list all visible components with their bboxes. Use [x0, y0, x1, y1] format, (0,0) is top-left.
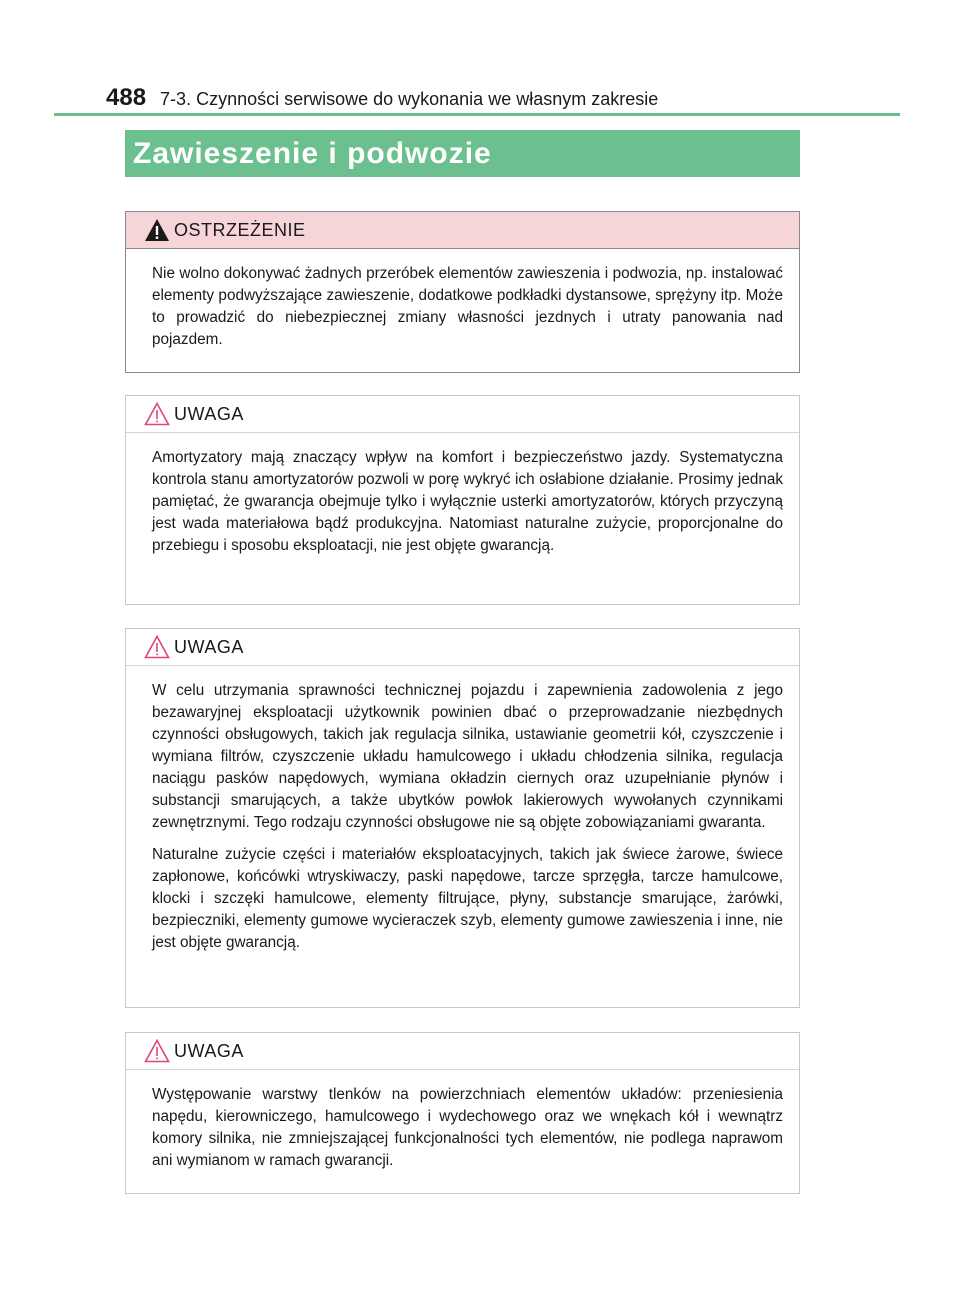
notice-label: UWAGA [174, 403, 244, 424]
warning-triangle-icon [144, 218, 170, 242]
notice-header [126, 629, 799, 666]
caution-triangle-icon [144, 1039, 170, 1063]
notice-label: UWAGA [174, 1040, 244, 1061]
warning-label: OSTRZEŻENIE [174, 219, 306, 240]
notice-label: UWAGA [174, 636, 244, 657]
warning-header [126, 212, 799, 249]
notice-body [126, 666, 799, 954]
caution-triangle-icon [144, 635, 170, 659]
notice-box-shock-absorbers [125, 395, 800, 605]
warning-box [125, 211, 800, 373]
notice-paragraph: W celu utrzymania sprawności technicznej pojazdu i zapewnienia zadowolenia z jego bezawaryjnej eksploatacji użytkownik powinien dbać o przeprowadzanie niezbędnych czynności obsługowych, takich jak regulacja silnika, ustawianie geometrii kół, czyszczenie i wymiana filtrów, czyszczenie układu hamulcowego i układu chłodzenia silnika, regulacja naciągu pasków napędowych, wymiana okładzin ciernych oraz uzupełnianie płynów i substancji smarujących, a także ubytków powłok lakierowych wywołanych czynnikami zewnętrznymi. Tego rodzaju czynności obsługowe nie są objęte zobowiązaniami gwaranta. [152, 682, 783, 831]
page-number: 488 [106, 84, 147, 111]
notice-box-maintenance [125, 628, 800, 1008]
chapter-title: 7-3. Czynności serwisowe do wykonania we własnym zakresie [160, 89, 659, 109]
warning-text: Nie wolno dokonywać żadnych przeróbek elementów zawieszenia i podwozia, np. instalować elementy podwyższające zawieszenie, dodatkowe podkładki dystansowe, sprężyny itp. Może to prowadzić do niebezpiecznej zmiany własności jezdnych i utraty panowania nad pojazdem. [152, 265, 783, 348]
section-title: Zawieszenie i podwozie [125, 130, 800, 177]
notice-header [126, 396, 799, 433]
notice-paragraph: Amortyzatory mają znaczący wpływ na komfort i bezpieczeństwo jazdy. Systematyczna kontrola stanu amortyzatorów pozwoli w porę wykryć ich osłabione działanie. Prosimy jednak pamiętać, że gwarancja obejmuje tylko i wyłącznie usterki amortyzatorów, których przyczyną jest wada materiałowa bądź produkcyjna. Natomiast naturalne zużycie, proporcjonalne do przebiegu i sposobu eksploatacji, nie jest objęte gwarancją. [152, 449, 783, 554]
notice-box-corrosion [125, 1032, 800, 1194]
notice-header [126, 1033, 799, 1070]
notice-paragraph: Występowanie warstwy tlenków na powierzchniach elementów układów: przeniesienia napędu, kierowniczego, hamulcowego i wydechowego oraz we wnękach kół i wewnątrz komory silnika, nie zmniejszającej funkcjonalności tych elementów, nie podlega naprawom ani wymianom w ramach gwarancji. [152, 1086, 783, 1169]
notice-paragraph: Naturalne zużycie części i materiałów eksploatacyjnych, takich jak świece żarowe, świece zapłonowe, końcówki wtryskiwaczy, paski napędowe, tarcze sprzęgła, tarcze hamulcowe, klocki i szczęki hamulcowe, elementy filtrujące, płyny, substancje smarujące, żarówki, bezpieczniki, elementy gumowe wycieraczek szyb, elementy gumowe zawieszenia i inne, nie jest objęte gwarancją. [152, 846, 783, 951]
notice-body [126, 433, 799, 557]
warning-body [126, 249, 799, 351]
header-rule [54, 113, 900, 116]
notice-body [126, 1070, 799, 1172]
caution-triangle-icon [144, 402, 170, 426]
page-header [106, 84, 658, 112]
